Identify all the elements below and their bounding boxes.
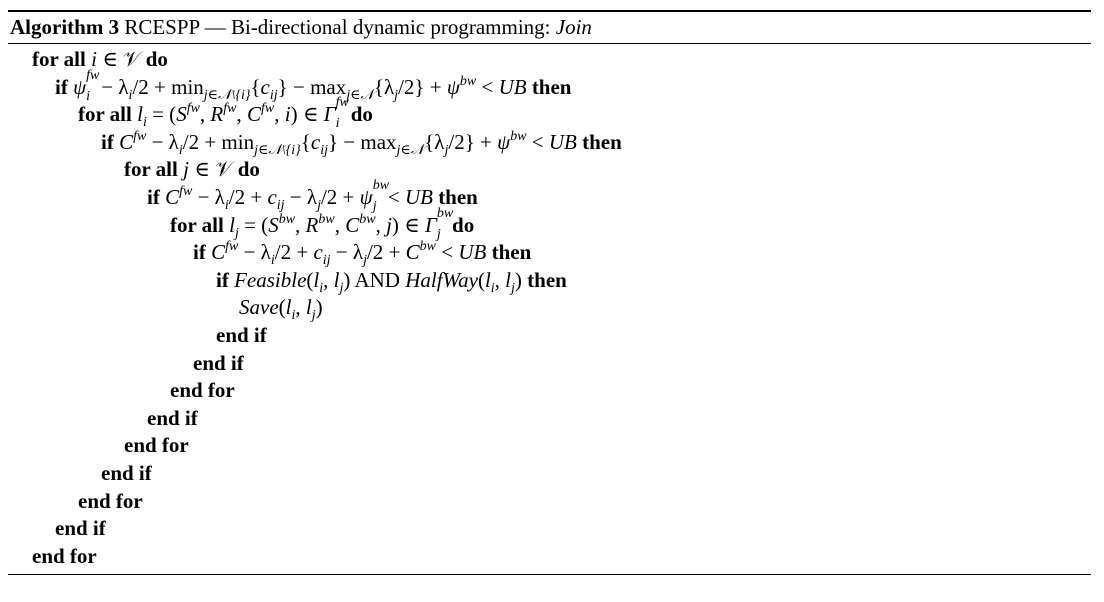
algorithm-body bbox=[8, 44, 1091, 574]
line-end-for-1: end for bbox=[32, 543, 97, 568]
feasible-function: Feasible bbox=[234, 267, 307, 292]
line-if-feasible-halfway: if $Feasible(l_i$, $l_j$) AND $HalfWay(l_i$, $l_j$) then bbox=[216, 267, 567, 296]
and-operator: AND bbox=[354, 267, 400, 292]
caption-description: Bi-directional dynamic programming: bbox=[230, 15, 551, 39]
line-save: $Save(l_i$, $l_j$) bbox=[239, 295, 323, 324]
line-end-if-4: end if bbox=[101, 460, 152, 485]
line-end-if-9: end if bbox=[216, 322, 267, 347]
line-for-all-li: for all $l_i = (S^{fw}$, $R^{fw}$, $C^{fw}$, i) ∈ Γ fw $_i$ do bbox=[78, 95, 373, 132]
line-end-if-8: end if bbox=[193, 350, 244, 375]
line-end-if-2: end if bbox=[55, 516, 106, 541]
line-if-cfw-min: if $C^{fw} - \lambda_i/2 + \min_{j\in 𝒩\backslash\{i\}}\{c_{ij}\} - \max_{j\in 𝒩}\{\lambda_j/2\} + \psi^{bw}$ < UB then bbox=[101, 128, 622, 158]
line-for-all-lj: for all $l_j = (S^{bw}$, $R^{bw}$, $C^{bw}$, j) ∈ Γ bw $_j$ do bbox=[170, 205, 475, 242]
line-for-all-j: for all j ∈ 𝒱 do bbox=[124, 157, 260, 182]
line-end-if-6: end if bbox=[147, 405, 198, 430]
caption-dash: — bbox=[204, 15, 226, 39]
save-function: Save bbox=[239, 295, 279, 320]
line-for-all-i: for all i ∈ 𝒱 do bbox=[32, 47, 168, 71]
line-if-psi-fw: if ψ fw $_i - \lambda_i/2 + \min_{j\in 𝒩\backslash\{i\}}\{c_{ij}\} - \max_{j\in 𝒩}\{\lambda_j/2\} + \psi^{bw}$ < UB then bbox=[55, 67, 572, 104]
line-end-for-3: end for bbox=[78, 488, 143, 513]
line-if-cfw-psi-bw: if $C^{fw} - \lambda_i/2 + c_{ij} - \lambda_j/2 + \psi$ bw $_j$ < UB then bbox=[147, 177, 478, 214]
line-end-for-5: end for bbox=[124, 433, 189, 458]
algorithm-block bbox=[8, 10, 1091, 575]
caption-label: Algorithm 3 bbox=[10, 15, 120, 39]
line-if-cfw-cbw: if $C^{fw} - \lambda_i/2 + c_{ij} - \lambda_j/2 + C^{bw}$ < UB then bbox=[193, 239, 532, 269]
caption-procedure: Join bbox=[555, 15, 592, 39]
bottom-rule bbox=[8, 574, 1091, 575]
line-end-for-7: end for bbox=[170, 378, 235, 403]
caption-name: RCESPP bbox=[124, 15, 200, 39]
halfway-function: HalfWay bbox=[405, 267, 478, 292]
algorithm-caption bbox=[8, 12, 1091, 43]
